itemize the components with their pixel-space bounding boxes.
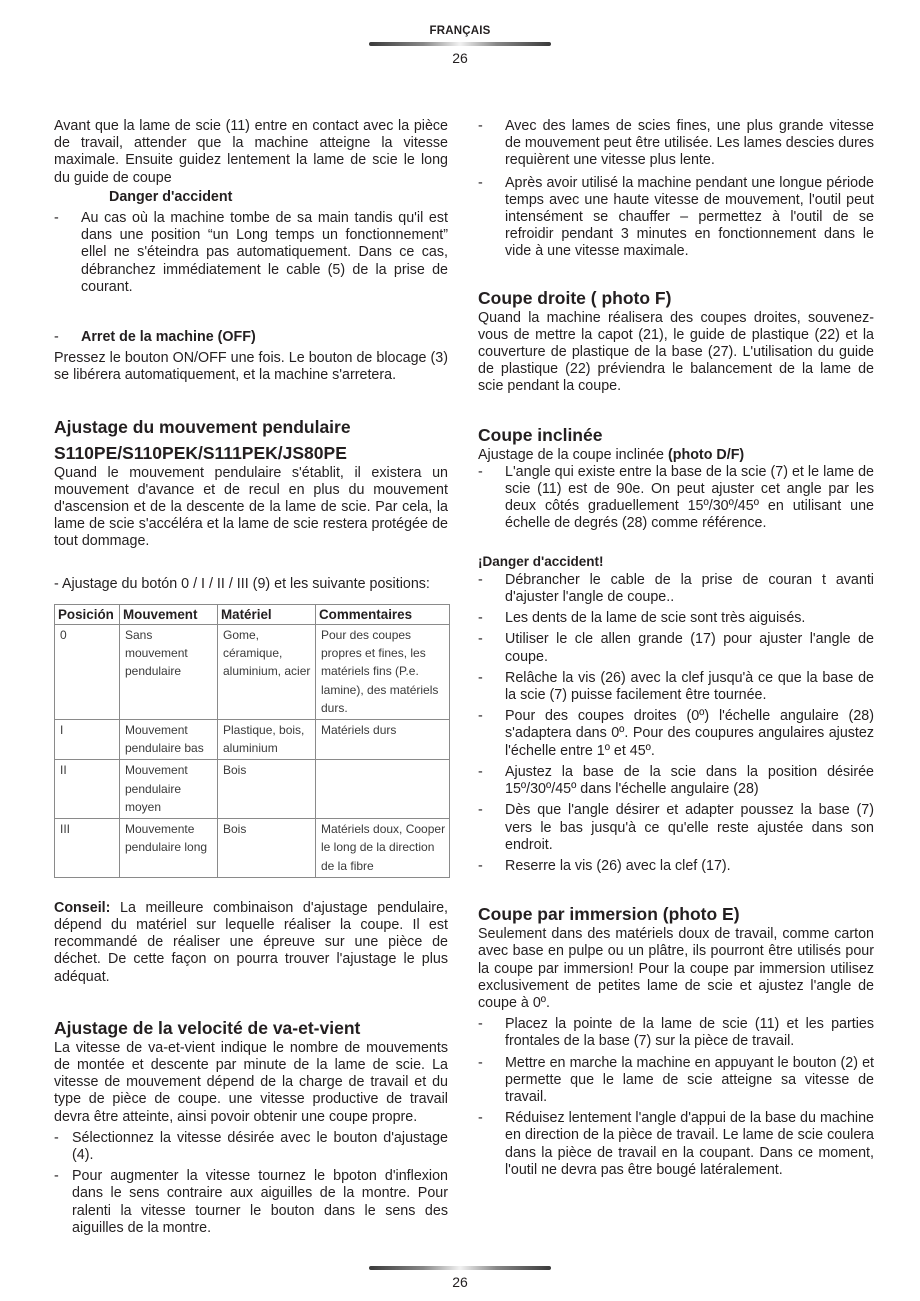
right-column [478,118,874,1179]
plunge-cut-paragraph: Seulement dans des matériels doux de travail, comme carton avec base en pulpe ou un plâtre, ils pourront être utilisés pour la coupe par immersion! Pour la coupe par immersion utilisez exclusivement de petites lame de scie et ajustez l'angle de coupe à 0º. [478,926,874,1011]
table-cell: Sans mouvement pendulaire [120,625,218,720]
pendulum-paragraph: Quand le mouvement pendulaire s'établit, il existera un mouvement d'avance et de recul en plus du mouvement d'ascension et de la descente de la lame de scie. Par cela, la lame de scie s'accéléra et la lame de scie restera protégée de tout dommage. [54,464,448,550]
column-header: Commentaires [316,604,450,624]
table-row [55,625,450,720]
table-row [55,760,450,819]
table-cell: I [55,720,120,760]
table-cell: Gome, céramique, aluminium, acier [218,625,316,720]
table-cell: III [55,819,120,878]
table-row [55,720,450,760]
danger-item: - Débrancher le cable de la prise de couran t avanti d'ajuster l'angle de coupe.. [478,571,874,606]
danger-item: - Reserre la vis (26) avec la clef (17). [478,857,731,874]
table-cell: Bois [218,760,316,819]
bevel-sub-text: Ajustage de la coupe inclinée [478,446,668,463]
page-number-top: 26 [452,50,468,66]
table-cell: Pour des coupes propres et fines, les matériels fins (P.e. lamine), des matériels durs. [316,625,450,720]
advice-paragraph [54,900,448,986]
positions-intro: - Ajustage du botón 0 / I / II / III (9) et les suivante positions: [54,575,430,592]
danger-item: - Les dents de la lame de scie sont très aiguisés. [478,610,806,627]
pendulum-positions-table [54,604,450,878]
pendulum-heading-line2: S110PE/S110PEK/S111PEK/JS80PE [54,442,347,463]
column-header: Matériel [218,604,316,624]
danger-item: - Dès que l'angle désirer et adapter poussez la base (7) vers le bas jusqu'à ce qu'elle reste ajustée dans son endroit. [478,802,874,853]
table-cell: 0 [55,625,120,720]
table-cell: Bois [218,819,316,878]
danger-item: - Ajustez la base de la scie dans la position désirée 15º/30º/45º dans l'échelle angulaire (28) [478,763,874,798]
danger-item: - Au cas où la machine tombe de sa main tandis qu'il est dans une position “un Long temps un fonctionnement” ellel ne s'éteindra pas automatiquement. Dans ce cas, débranchez immédiatement le cable (5) de la prise de courant. [54,210,448,295]
speed-item: - Pour augmenter la vitesse tournez le bpoton d'inflexion dans le sens contraire aux aiguilles de la montre. Pour ralenti la vitesse tourner le bouton dans le sens des aiguilles de la montre. [54,1168,448,1236]
danger-heading: ¡Danger d'accident! [478,553,604,569]
table-cell: Mouvemente pendulaire long [120,819,218,878]
table-cell: Mouvement pendulaire bas [120,720,218,760]
table-header-row [55,604,450,624]
table-cell: II [55,760,120,819]
off-paragraph: Pressez le bouton ON/OFF une fois. Le bouton de blocage (3) se libérera automatiquement, et la machine s'arretera. [54,350,448,384]
advice-text: La meilleure combinaison d'ajustage pendulaire, dépend du matériel sur lequelle réaliser la coupe. Il est recommandé de réaliser une épreuve sur une pièce de déchet. De cette façon on pourra trouver l'ajustage le plus adéquat. [54,899,448,985]
speed-paragraph: La vitesse de va-et-vient indique le nombre de mouvements de montée et descente par minute de la lame de scie. La vitesse de mouvement dépend de la charge de travail et du type de pièce de coupe. une vitesse productive de travail devra être atteinte, ainsi povoir obtenir une coupe propre. [54,1039,448,1125]
pendulum-heading-line1: Ajustage du mouvement pendulaire [54,416,351,437]
plunge-item: - Placez la pointe de la lame de scie (11) et les parties frontales de la base (7) sur la pièce de travail. [478,1016,874,1050]
footer-rule [369,1266,551,1270]
off-heading: - Arret de la machine (OFF) [54,329,256,346]
bevel-sub-photo: (photo D/F) [667,446,745,463]
danger-item: - Pour des coupes droites (0º) l'échelle angulaire (28) s'adaptera dans 0º. Pour des coupures angulaires ajustez l'échelle entre 1º et 45º. [478,708,874,759]
table-cell: Plastique, bois, aluminium [218,720,316,760]
bevel-cut-subtitle [478,447,874,464]
column-header: Mouvement [120,604,218,624]
plunge-item: - Réduisez lentement l'angle d'appui de la base du machine en direction de la pièce de travail. Le lame de scie coulera dans la pièce de travail en la coupant. Dans ce moment, l'outil ne devra pas être bougé latéralement. [478,1110,874,1178]
speed-item: - Sélectionnez la vitesse désirée avec le bouton d'ajustage (4). [54,1129,448,1163]
page-number-bottom: 26 [452,1274,468,1290]
table-cell: Matériels doux, Cooper le long de la direction de la fibre [316,819,450,878]
speed-heading: Ajustage de la velocité de va-et-vient [54,1017,361,1038]
language-header: FRANÇAIS [429,25,491,37]
danger-item: - Utiliser le cle allen grande (17) pour ajuster l'angle de coupe. [478,631,874,665]
table-cell: Matériels durs [316,720,450,760]
straight-cut-heading: Coupe droite ( photo F) [478,287,672,308]
danger-heading: Danger d'accident [109,188,233,205]
bevel-item: - L'angle qui existe entre la base de la scie (7) et le lame de scie (11) est de 90e. On peut ajuster cet angle par les deux côtés graduellement 15º/30º/45º en utilisant une échelle de degrés (28) comme référence. [478,463,874,532]
advice-label: Conseil: [54,899,111,916]
speed-item: - Après avoir utilisé la machine pendant une longue période temps avec une haute vitesse de mouvement, l'outil peut intensément se chauffer – permettez à l'outil de se refroidir pendant 3 minutes en fonctionnement dans le vide à une vitesse maximale. [478,174,874,260]
plunge-item: - Mettre en marche la machine en appuyant le bouton (2) et permette que le lame de scie atteigne sa vitesse de travail. [478,1054,874,1105]
plunge-cut-heading: Coupe par immersion (photo E) [478,904,740,925]
danger-item: - Relâche la vis (26) avec la clef jusqu'à ce que la base de la scie (7) puisse facilement être tournée. [478,669,874,704]
table-cell: Mouvement pendulaire moyen [120,760,218,819]
left-column [54,118,448,1237]
table-row [55,819,450,878]
column-header: Posición [55,604,120,624]
header-rule [369,42,551,46]
bevel-cut-heading: Coupe inclinée [478,424,603,445]
straight-cut-paragraph: Quand la machine réalisera des coupes droites, souvenez-vous de mettre la capot (21), le guide de plastique (22) et la couverture de plastique de la base (27). L'utilisation du guide de plastique (22) préviendra le balancement de la lame de scie pendant la coupe. [478,309,874,395]
table-cell [316,760,450,819]
speed-item: - Avec des lames de scies fines, une plus grande vitesse de mouvement peut être utilisée. Les lames descies dures requièrent une vitesse plus lente. [478,118,874,169]
intro-paragraph: Avant que la lame de scie (11) entre en contact avec la pièce de travail, attender que la machine atteigne la vitesse maximale. Ensuite guidez lentement la lame de scie le long du guide de coupe [54,118,448,186]
